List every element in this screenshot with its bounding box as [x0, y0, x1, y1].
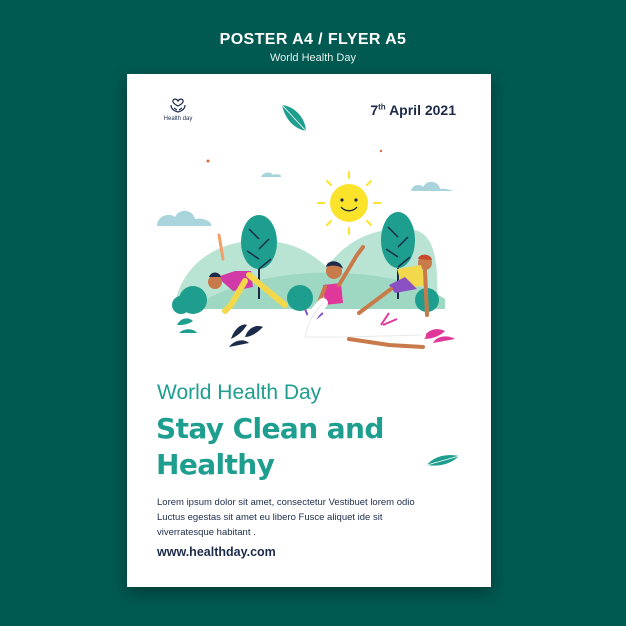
- logo-label: Health day: [163, 116, 193, 122]
- poster-body-text: Lorem ipsum dolor sit amet, consectetur Vestibuet lorem odio Luctus egestas sit amet eu libero Fusce aliquet ide sit viverratesque habitant .: [157, 497, 415, 538]
- poster-card: [127, 74, 491, 587]
- date-month-year: April 2021: [385, 102, 456, 118]
- poster-headline: Stay Clean and Healthy: [156, 412, 384, 481]
- website-link[interactable]: www.healthday.com: [157, 545, 276, 559]
- page-heading: POSTER A4 / FLYER A5: [219, 31, 407, 48]
- yoga-park-illustration: [127, 99, 491, 369]
- date-day: 7: [370, 102, 379, 118]
- date-suffix: th: [378, 102, 386, 112]
- poster-title: World Health Day: [157, 381, 322, 404]
- page-subheading: World Health Day: [270, 52, 356, 64]
